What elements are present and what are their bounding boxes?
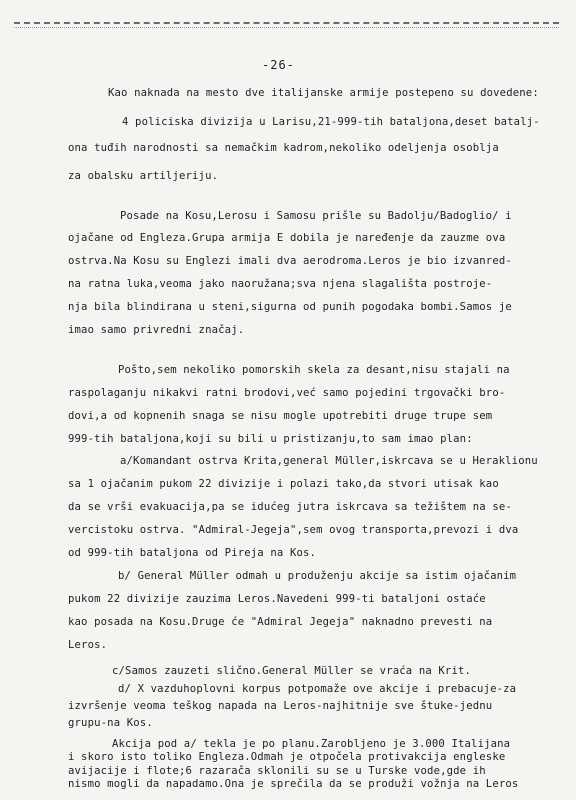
- text-line: ona tuđih narodnosti sa nemačkim kadrom,nekoliko odeljenja osoblja: [68, 142, 499, 155]
- text-line: 999-tih bataljona,koji su bili u pristizanju,to sam imao plan:: [68, 432, 473, 445]
- text-line: kao posada na Kosu.Druge će "Admiral Jegeja" naknadno prevesti na: [68, 615, 493, 628]
- text-line: nismo mogli da napadamo.Ona je sprečila da se produži vožnja na Leros: [68, 778, 519, 790]
- text-line: ojačane od Engleza.Grupa armija E dobila je naređenje da zauzme ova: [68, 232, 506, 245]
- text-line: Akcija pod a/ tekla je po planu.Zarobljeno je 3.000 Italijana: [112, 737, 511, 750]
- text-line: a/Komandant ostrva Krita,general Müller,iskrcava se u Heraklionu: [120, 455, 538, 468]
- text-line: od 999-tih bataljona od Pireja na Kos.: [68, 547, 317, 560]
- text-line: raspolaganju nikakvi ratni brodovi,već samo pojedini trgovački bro-: [68, 386, 506, 399]
- text-line: avijacije i flote;6 razarača sklonili su se u Turske vode,gde ih: [68, 764, 486, 777]
- text-line: na ratna luka,veoma jako naoružana;sva njena slagališta postroje-: [68, 277, 493, 290]
- text-line: d/ X vazduhoplovni korpus potpomaže ove akcije i prebacuje-za: [118, 682, 517, 695]
- text-line: izvršenje veoma teškog napada na Leros-najhitnije sve štuke-jednu: [68, 699, 493, 712]
- page-top-border-dots: [14, 27, 559, 28]
- text-line: za obalsku artiljeriju.: [68, 170, 219, 183]
- text-line: Posade na Kosu,Lerosu i Samosu prišle su Badolju/Badoglio/ i: [120, 210, 512, 223]
- text-line: grupu-na Kos.: [68, 716, 153, 729]
- text-line: ostrva.Na Kosu su Englezi imali dva aerodroma.Leros je bio izvanred-: [68, 254, 512, 267]
- page-number: -26-: [262, 58, 295, 72]
- text-line: sa 1 ojačanim pukom 22 divizije i polazi tako,da stvori utisak kao: [68, 478, 499, 491]
- text-line: Leros.: [68, 638, 108, 651]
- text-line: nja bila blindirana u steni,sigurna od punih pogodaka bombi.Samos je: [68, 300, 512, 313]
- text-line: dovi,a od kopnenih snaga se nisu mogle upotrebiti druge trupe sem: [68, 409, 493, 422]
- text-line: da se vrši evakuacija,pa se idućeg jutra iskrcava sa težištem na se-: [68, 501, 512, 514]
- text-line: i skoro isto toliko Engleza.Odmah je otpočela protivakcija engleske: [68, 751, 506, 764]
- page-top-border: [14, 22, 559, 24]
- text-line: Kao naknada na mesto dve italijanske armije postepeno su dovedene:: [108, 87, 539, 99]
- text-line: pukom 22 divizije zauzima Leros.Navedeni 999-ti bataljoni ostaće: [68, 592, 486, 605]
- text-line: Pošto,sem nekoliko pomorskih skela za desant,nisu stajali na: [118, 363, 510, 376]
- text-line: c/Samos zauzeti slično.General Müller se vraća na Krit.: [112, 665, 472, 678]
- text-line: 4 policiska divizija u Larisu,21-999-tih bataljona,deset batalj-: [122, 115, 540, 128]
- text-line: imao samo privredni značaj.: [68, 323, 245, 336]
- text-line: vercistoku ostrva. "Admiral-Jegeja",sem ovog transporta,prevozi i dva: [68, 524, 519, 537]
- text-line: b/ General Müller odmah u produženju akcije sa istim ojačanim: [118, 569, 517, 582]
